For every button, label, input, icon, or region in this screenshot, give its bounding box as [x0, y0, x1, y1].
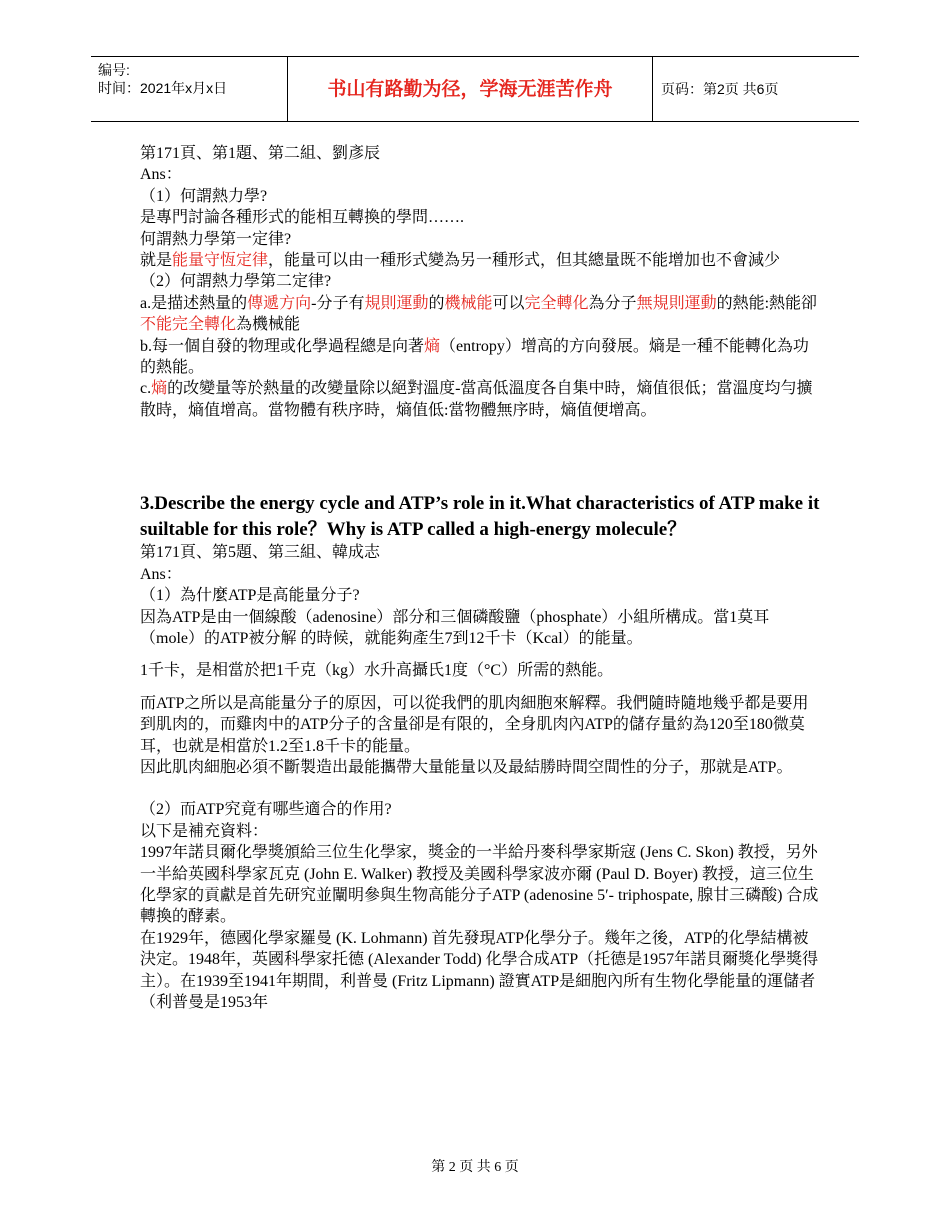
text-run: （entropy）增高的方向發展。熵是一種不能轉化為功的熱能。 [140, 337, 809, 377]
spacer [140, 421, 820, 491]
highlight-text: 規則運動 [364, 294, 429, 312]
spacer [140, 682, 820, 693]
q3-question-1: （1）為什麼ATP是高能量分子? [140, 587, 360, 605]
text-run: -分子有 [311, 294, 365, 312]
text-run: 的改變量等於熱量的改變量除以絕對溫度-當高低溫度各自集中時，熵值很低；當溫度均勻擴散時，熵值增高。當物體有秩序時，熵值低:當物體無序時，熵值便增高。 [140, 380, 813, 419]
q2-answer-2b [140, 336, 820, 379]
text-run: 的 [428, 294, 445, 312]
q2-answer-1: 是專門討論各種形式的能相互轉換的學問……. [140, 209, 465, 227]
highlight-text: 熵 [151, 380, 168, 398]
q3-supplement-label: 以下是補充資料： [140, 822, 269, 840]
highlight-text: 傳遞方向 [247, 294, 312, 312]
q3-paragraph-1: 因為ATP是由一個線酸（adenosine）部分和三個磷酸鹽（phosphate）小組所構成。當1莫耳（mole）的ATP被分解 的時候，就能夠產生7到12千卡（Kcal）的能量。 [140, 608, 770, 647]
q2-answer-1b [140, 250, 820, 271]
highlight-text: 不能完全轉化 [140, 316, 237, 334]
highlight-text: 無規則運動 [636, 294, 717, 312]
q3-source: 第171頁、第5題、第三組、韓成志 [140, 544, 381, 562]
q3-paragraph-5: 1997年諾貝爾化學獎頒給三位生化學家，獎金的一半給丹麥科學家斯寇 (Jens C. Skon) 教授，另外一半給英國科學家瓦克 (John E. Walker) 教授及美國科學家波亦爾 (Paul D. Boyer) 教授，這三位生化學家的貢獻是首先研究並闡明參與生物高能分子ATP (adenosine 5′- triphospate, 腺甘三磷酸) 合成轉換的酵素。 [140, 844, 819, 926]
text-run: 就是 [140, 252, 173, 270]
q2-question-2: （2）何謂熱力學第二定律? [140, 273, 332, 291]
q3-paragraph-4: 因此肌肉細胞必須不斷製造出最能攜帶大量能量以及最結勝時間空間性的分子，那就是ATP。 [140, 758, 793, 776]
text-run: ，能量可以由一種形式變為另一種形式，但其總量既不能增加也不會減少 [268, 252, 781, 270]
q2-answer-2c [140, 378, 820, 421]
q3-title: 3.Describe the energy cycle and ATP’s role in it.What characteristics of ATP make it suiltable for this role？Why is ATP called a high-energy molecule？ [140, 493, 820, 540]
q2-source: 第171頁、第1題、第二組、劉彥辰 [140, 145, 381, 162]
q3-paragraph-3: 而ATP之所以是高能量分子的原因，可以從我們的肌肉細胞來解釋。我們隨時隨地幾乎都是要用到肌肉的，而雞肉中的ATP分子的含量卻是有限的，全身肌肉內ATP的儲存量約為120至180微莫耳，也就是相當於1.2至1.8千卡的能量。 [140, 694, 809, 755]
header-meta [91, 57, 287, 121]
text-run: 的熱能:熱能卻 [716, 294, 818, 312]
text-run: 可以 [492, 294, 525, 312]
highlight-text: 機械能 [444, 294, 493, 312]
header-time: 时间：2021年x月x日 [98, 80, 228, 96]
spacer [140, 778, 820, 799]
q3-ans-label: Ans： [140, 565, 182, 583]
q2-answer-2a [140, 293, 820, 336]
header-motto: 书山有路勤为径，学海无涯苦作舟 [287, 57, 653, 121]
spacer [140, 649, 820, 660]
highlight-text: 完全轉化 [524, 294, 589, 312]
q3-paragraph-6: 在1929年，德國化學家羅曼 (K. Lohmann) 首先發現ATP化學分子。幾年之後，ATP的化學結構被決定。1948年，英國科學家托德 (Alexander Todd) 化學合成ATP（托德是1957年諾貝爾獎化學獎得主）。在1939至1941年期間，利普曼 (Fritz Lipmann) 證實ATP是細胞內所有生物化學能量的運儲者（利普曼是1953年 [140, 929, 819, 1011]
text-run: 為機械能 [236, 316, 301, 334]
header-number: 编号: [98, 62, 130, 78]
text-run: b.每一個自發的物理或化學過程總是向著 [140, 337, 425, 355]
page-footer: 第 2 页 共 6 页 [431, 1160, 519, 1175]
highlight-text: 能量守恆定律 [172, 252, 269, 270]
q2-ans-label: Ans： [140, 166, 182, 184]
q2-question-1: （1）何謂熱力學? [140, 187, 268, 205]
text-run: c. [140, 380, 152, 398]
q3-paragraph-2: 1千卡，是相當於把1千克（kg）水升高攝氏1度（°C）所需的熱能。 [140, 662, 614, 680]
q3-question-2: （2）而ATP究竟有哪些適合的作用? [140, 801, 392, 819]
page-header [91, 56, 859, 122]
highlight-text: 熵 [424, 337, 441, 355]
header-page-info: 页码：第2页 共6页 [661, 81, 779, 97]
q2-question-1b: 何謂熱力學第一定律? [140, 230, 292, 248]
document-body [140, 143, 820, 1013]
text-run: 為分子 [588, 294, 637, 312]
text-run: a.是描述熱量的 [140, 294, 248, 312]
